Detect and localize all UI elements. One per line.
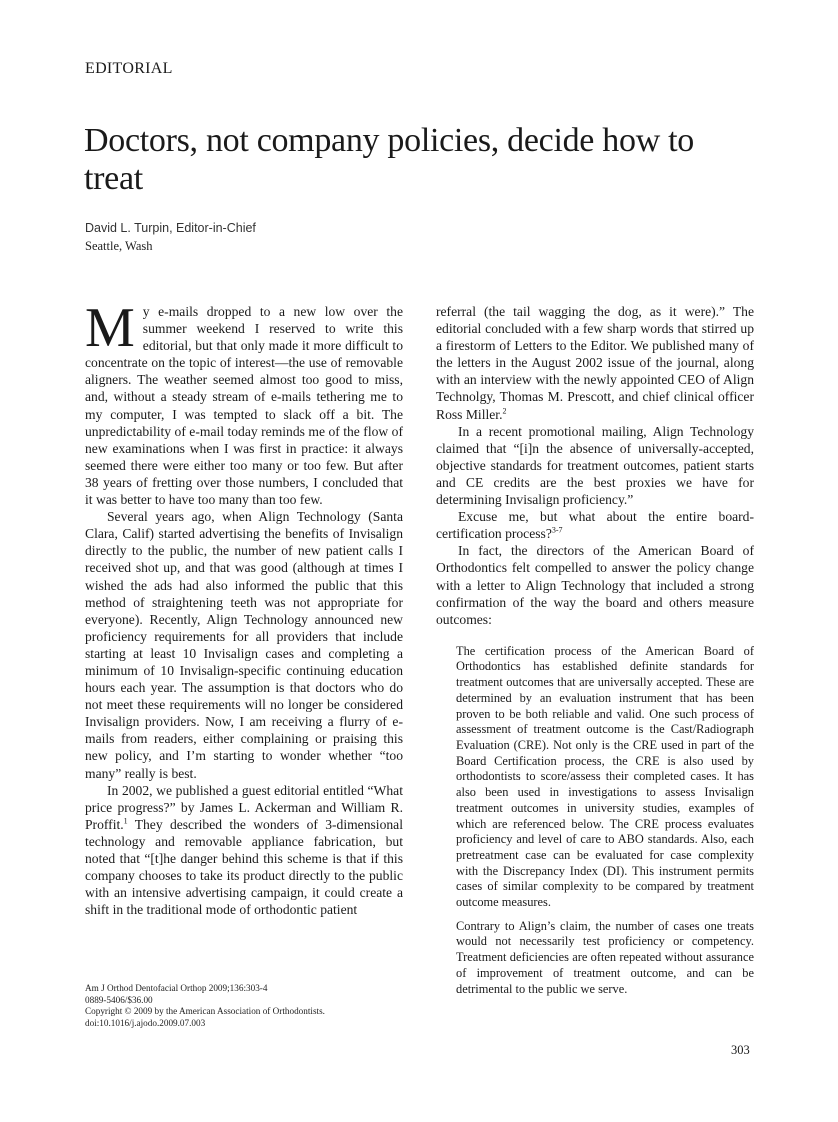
copyright-line: Copyright © 2009 by the American Association of Orthodontists. [85,1006,325,1017]
drop-cap: M [85,297,135,359]
right-column [436,303,754,1005]
reference-marker: 1 [123,816,128,826]
footer-citation [85,983,325,1029]
reference-marker: 3-7 [551,525,563,535]
section-label: EDITORIAL [85,60,173,77]
issn-price: 0889-5406/$36.00 [85,994,153,1005]
paragraph-5: In a recent promotional mailing, Align Technology claimed that “[i]n the absence of universally-accepted, objective standards for treatment outcomes, patient starts and CE credits are the best proxies we have for determining Invisalign proficiency.” [436,423,754,508]
author-line: David L. Turpin, Editor-in-Chief [85,221,256,235]
block-quote [456,644,754,997]
page-number: 303 [731,1043,750,1057]
left-column [85,297,403,918]
quote-paragraph-1: The certification process of the American Board of Orthodontics has established definite standards for treatment outcomes that are universally accepted. These are determined by an evaluation instrument that has been proven to be both reliable and valid. One such process of assessment of treatment outcome is the Cast/Radiograph Evaluation (CRE). Not only is the CRE used in part of the Board Certification process, the CRE is also used by orthodontists to score/assess their completed cases. It has also been used in investigations to assess Invisalign treatment outcomes in university studies, examples of which are referenced below. The CRE process evaluates proficiency and level of care to ABO standards. Also, each pretreatment case can be evaluated for case complexity with the Discrepancy Index (DI). This instrument permits cases of similar complexity to be compared by treatment outcome measures. [456,643,754,910]
paragraph-7: In fact, the directors of the American Board of Orthodontics felt compelled to answer the policy change with a letter to Align Technology that included a strong confirmation of the way the board and others measure outcomes: [436,543,754,627]
reference-marker: 2 [502,406,507,416]
author-location: Seattle, Wash [85,239,153,253]
paragraph-1: My e-mails dropped to a new low over the summer weekend I reserved to write this editorial, but that only made it more difficult to concentrate on the topic of interest—the use of removable aligners. The weather seemed almost too good to miss, and, without a steady stream of e-mails tethering me to my computer, I was tempted to slack off a bit. The unpredictability of e-mail today reminds me of the flow of new examinations when I was first in practice: it always seemed there were either too many or too few. But after 38 years of fretting over those numbers, I concluded that it was better to have too many than too few. [85,297,403,508]
doi-line: doi:10.1016/j.ajodo.2009.07.003 [85,1017,206,1028]
paragraph-6: Excuse me, but what about the entire board-certification process?$^{3-7}$ [436,509,754,542]
quote-paragraph-2: Contrary to Align’s claim, the number of cases one treats would not necessarily test proficiency or competency. Treatment deficiencies are often repeated without assurance of improvement of treatment outcome, and can be detrimental to the public we serve. [456,918,754,996]
paragraph-3: In 2002, we published a guest editorial entitled “What price progress?” by James L. Ackerman and William R. Proffit.$^1$ They described the wonders of 3-dimensional technology and removable appliance fabrication, but noted that “[t]he danger behind this scheme is that if this company chooses to take its product directly to the public with an intensive advertising campaign, it could create a shift in the traditional mode of orthodontic patient [85,782,403,918]
article-title: Doctors, not company policies, decide how to treat [84,122,694,197]
paragraph-2: Several years ago, when Align Technology (Santa Clara, Calif) started advertising the benefits of Invisalign directly to the public, the number of new patient calls I received shot up, and that was good (although at times I wished the ads had also informed the public that this method of straightening teeth was not appropriate for everyone). Recently, Align Technology announced new proficiency requirements for all providers that include starting at least 10 Invisalign cases and completing a minimum of 10 Invisalign-specific continuing education hours each year. The assumption is that doctors who do not meet these requirements will no longer be considered Invisalign providers. Now, I am receiving a flurry of e-mails from readers, either complaining or praising this new policy, and I’m starting to wonder whether “too many” really is best. [85,509,403,781]
paragraph-4: referral (the tail wagging the dog, as it were).” The editorial concluded with a few sharp words that stirred up a firestorm of Letters to the Editor. We published many of the letters in the August 2002 issue of the journal, along with an interview with the newly appointed CEO of Align Technolgy, Thomas M. Prescott, and chief clinical officer Ross Miller.$^2$ [436,304,754,422]
journal-citation: Am J Orthod Dentofacial Orthop 2009;136:303-4 [85,983,268,993]
